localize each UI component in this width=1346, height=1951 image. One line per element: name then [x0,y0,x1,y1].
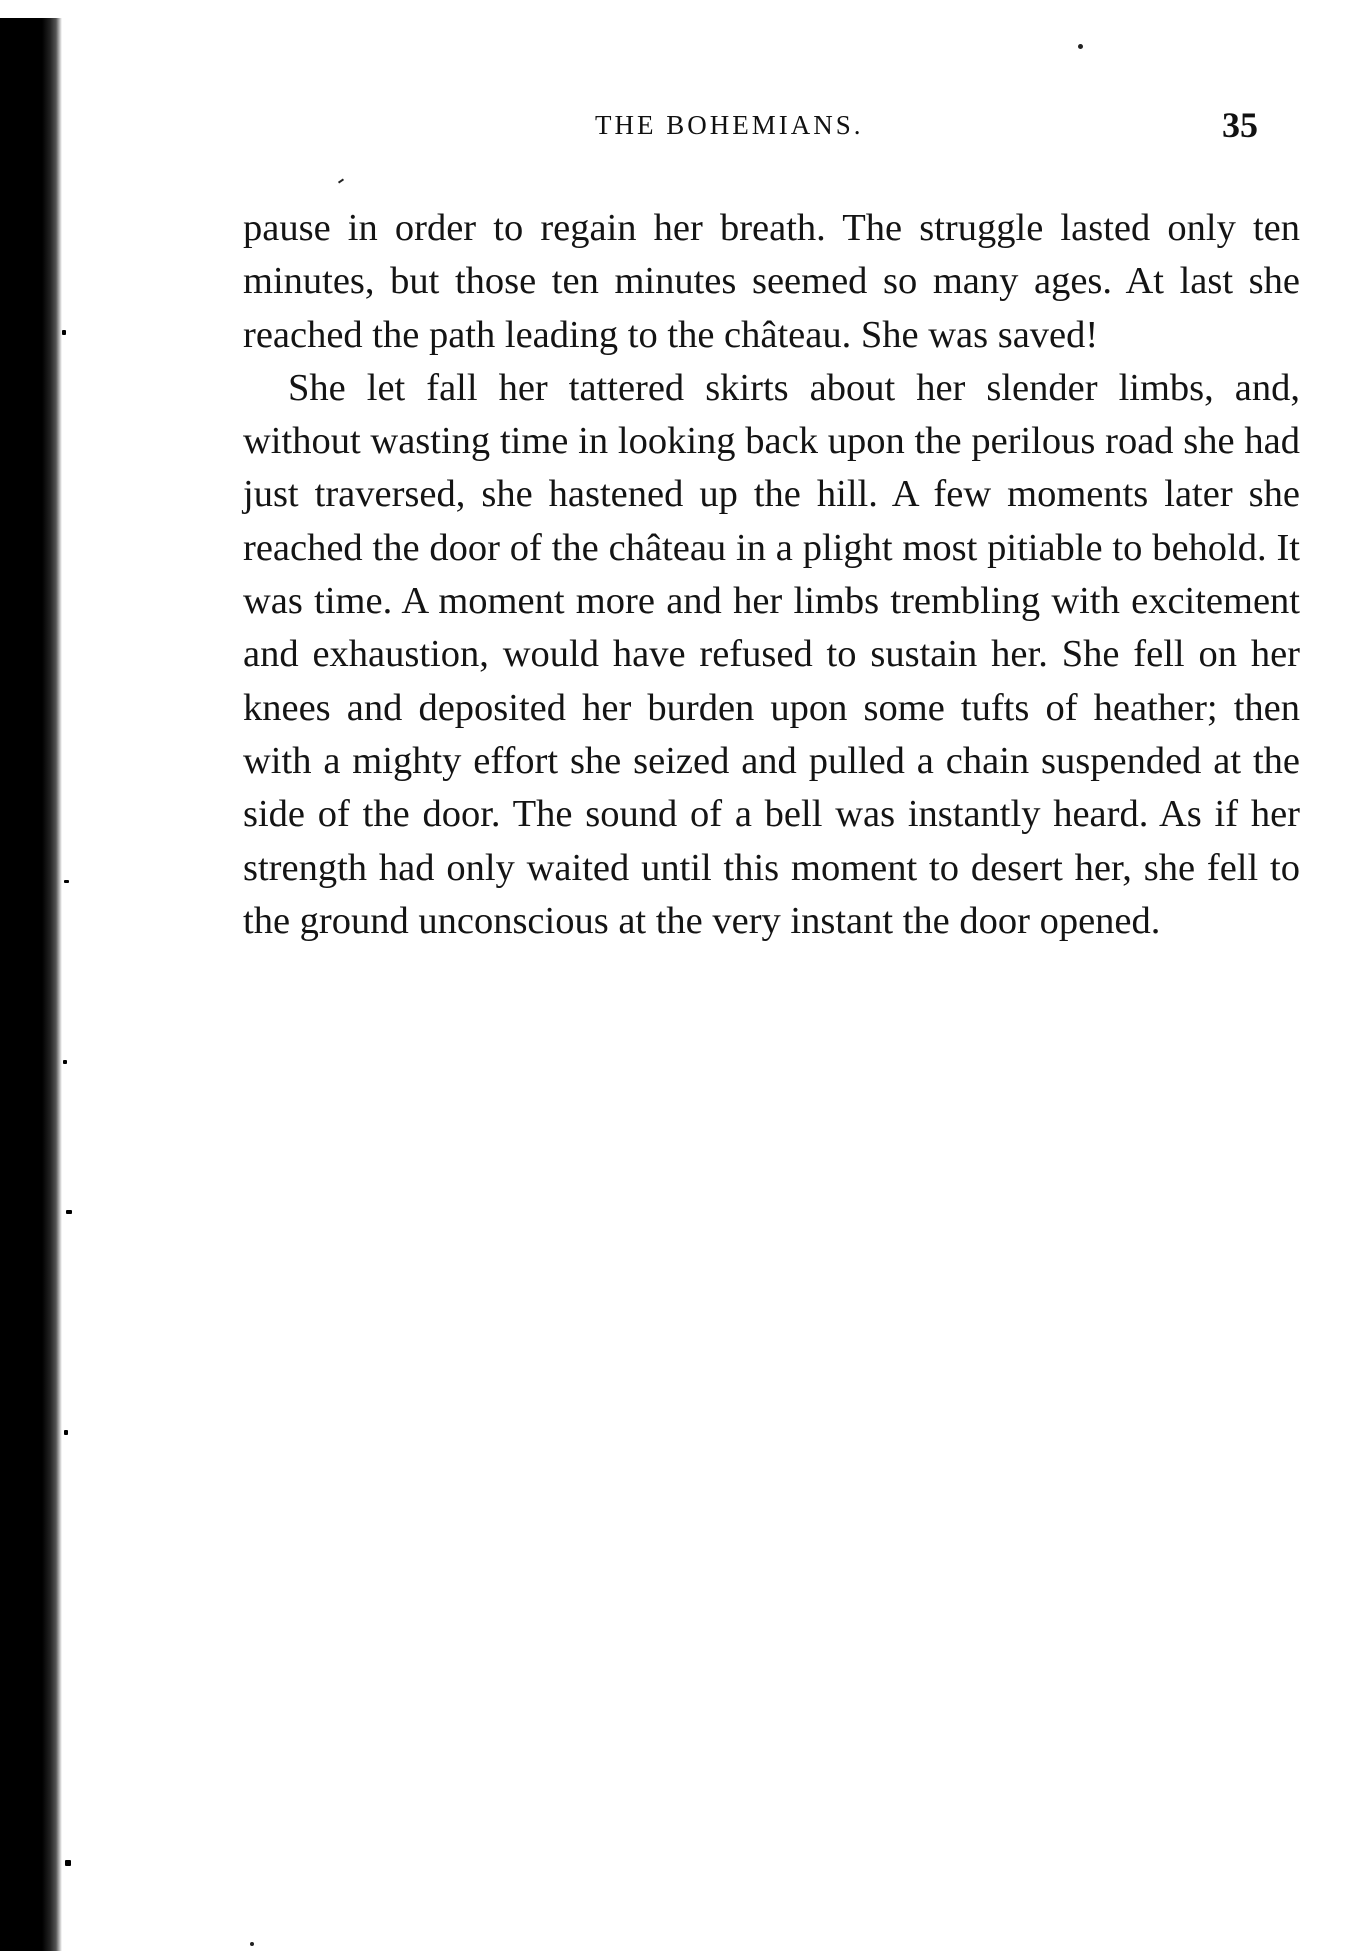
paragraph-continuation: pause in order to regain her breath. The struggle lasted only ten minutes, but those ten minutes seemed so many ages. At last she reached the path leading to the château. She was saved! [243,207,1300,356]
binding-speck [63,1060,67,1064]
binding-speck [64,1430,68,1435]
ink-speck [250,1942,254,1946]
paragraph: She let fall her tattered skirts about her slender limbs, and, without wasting time in looking back upon the perilous road she had just traversed, she hastened up the hill. A few moments later she reached the door of the château in a plight most pitiable to behold. It was time. A moment more and her limbs trembling with excitement and exhaustion, would have refused to sustain her. She fell on her knees and deposited her burden upon some tufts of heather; then with a mighty effort she seized and pulled a chain suspended at the side of the door. The sound of a bell was instantly heard. As if her strength had only waited until this moment to desert her, she fell to the ground unconscious at the very instant the door opened. [243,366,1300,942]
binding-speck [62,330,66,335]
binding-speck [64,880,69,883]
binding-edge [0,18,62,1951]
running-head-title: THE BOHEMIANS. [595,110,864,140]
body-text [243,202,1300,948]
ink-speck [338,178,344,183]
running-head [0,105,1346,150]
page-number: 35 [1222,105,1258,145]
ink-speck [1078,44,1083,49]
binding-speck [66,1210,72,1214]
binding-speck [65,1860,71,1866]
